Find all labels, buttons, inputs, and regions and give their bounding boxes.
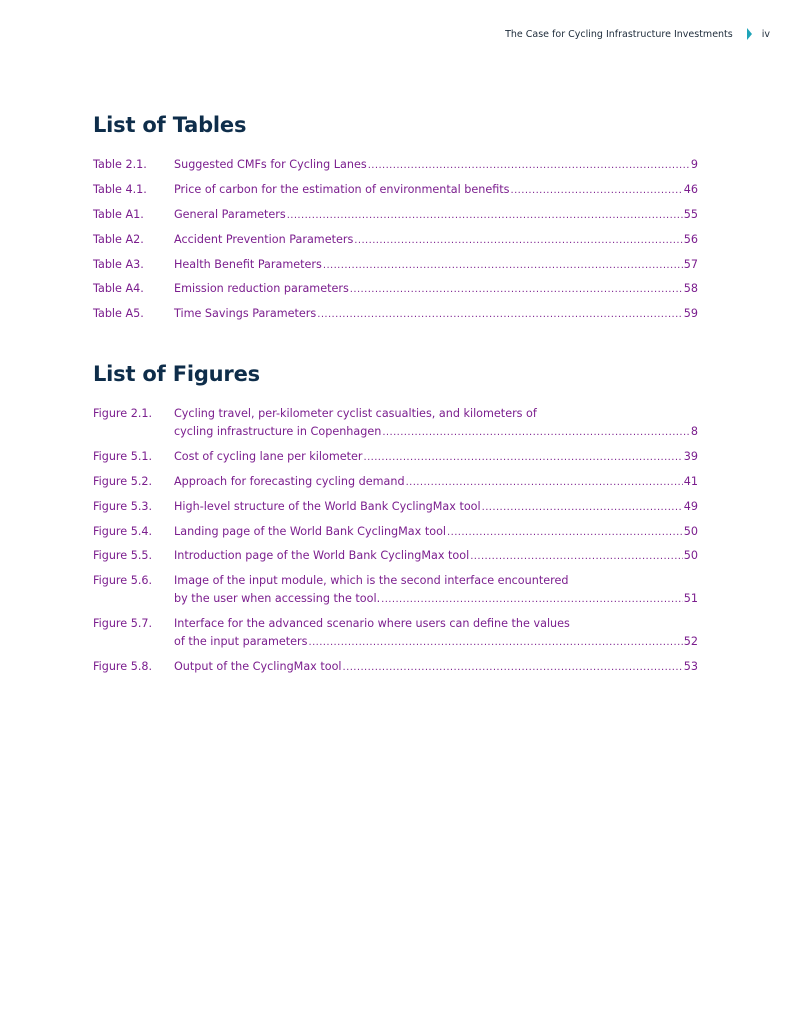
- toc-entry[interactable]: [93, 547, 698, 566]
- entry-number: Figure 5.6.: [93, 574, 153, 588]
- entry-page-number: 55: [683, 207, 698, 221]
- dot-leader: [350, 280, 683, 299]
- toc-entry[interactable]: [93, 473, 698, 492]
- entry-number: Figure 5.5.: [93, 549, 153, 563]
- entry-title-row: [174, 156, 698, 175]
- entry-title-line: Emission reduction parameters: [174, 282, 349, 296]
- entry-number: Table A5.: [93, 307, 144, 321]
- entry-title-line: Time Savings Parameters: [174, 307, 317, 321]
- toc-entry[interactable]: [93, 658, 698, 677]
- entry-page-number: 49: [683, 499, 698, 513]
- entry-number: Table 2.1.: [93, 158, 147, 171]
- entry-title-row: [174, 423, 698, 442]
- toc-entry[interactable]: [93, 256, 698, 275]
- entry-number: Table 4.1.: [93, 182, 147, 196]
- entry-title-row: [174, 547, 698, 566]
- entry-body: [174, 572, 698, 609]
- entry-number: Figure 5.4.: [93, 524, 153, 538]
- toc-entry[interactable]: [93, 181, 698, 200]
- entry-body: [174, 615, 698, 652]
- toc-entry[interactable]: [93, 615, 698, 652]
- entry-title-line: of the input parameters: [174, 635, 308, 649]
- entry-page-number: 51: [683, 592, 698, 606]
- entry-page-number: 58: [683, 282, 698, 296]
- list-of-tables: [93, 156, 698, 330]
- dot-leader: [363, 448, 682, 467]
- running-header: [505, 27, 770, 41]
- entry-page-number: 57: [683, 257, 698, 271]
- toc-entry[interactable]: [93, 498, 698, 517]
- entry-page-number: 50: [683, 524, 698, 538]
- entry-page-number: 59: [683, 307, 698, 321]
- toc-entry[interactable]: [93, 305, 698, 324]
- dot-leader: [323, 256, 683, 275]
- dot-leader: [343, 658, 683, 677]
- entry-title-row: [174, 633, 698, 652]
- entry-title-row: [174, 498, 698, 517]
- entry-page-number: 46: [683, 182, 698, 196]
- dot-leader: [308, 633, 682, 652]
- entry-title-row: [174, 590, 698, 609]
- entry-number: Table A3.: [93, 257, 144, 271]
- entry-title-line: General Parameters: [174, 207, 286, 221]
- dot-leader: [382, 423, 690, 442]
- entry-title-row: [174, 181, 698, 200]
- toc-entry[interactable]: [93, 448, 698, 467]
- entry-title-row: [174, 473, 698, 492]
- entry-number: Figure 2.1.: [93, 407, 153, 420]
- entry-body: [174, 280, 698, 299]
- entry-title-line: Price of carbon for the estimation of environmental benefits: [174, 182, 510, 196]
- entry-number: Figure 5.8.: [93, 660, 153, 674]
- entry-title-line: Cycling travel, per-kilometer cyclist casualties, and kilometers of: [174, 407, 537, 420]
- entry-title-line: Interface for the advanced scenario where users can define the values: [174, 617, 570, 631]
- entry-title-line: Output of the CyclingMax tool: [174, 660, 342, 674]
- entry-page-number: 52: [683, 635, 698, 649]
- entry-page-number: 9: [690, 158, 698, 171]
- dot-leader: [406, 473, 683, 492]
- entry-page-number: 39: [683, 449, 698, 463]
- entry-title-row: [174, 523, 698, 542]
- entry-title-line: Cost of cycling lane per kilometer: [174, 449, 363, 463]
- entry-title-line: Landing page of the World Bank CyclingMax tool: [174, 524, 447, 538]
- entry-body: [174, 181, 698, 200]
- entry-page-number: 8: [690, 425, 698, 438]
- entry-body: [174, 156, 698, 175]
- toc-entry[interactable]: [93, 405, 698, 442]
- entry-title-line: Health Benefit Parameters: [174, 257, 322, 271]
- entry-title-row: [174, 305, 698, 324]
- entry-body: [174, 231, 698, 250]
- entry-page-number: 50: [683, 549, 698, 563]
- toc-entry[interactable]: [93, 231, 698, 250]
- list-of-figures-heading: List of Figures: [93, 362, 260, 386]
- entry-title-row: [174, 280, 698, 299]
- entry-body: [174, 473, 698, 492]
- entry-title-line: Introduction page of the World Bank CyclingMax tool: [174, 549, 470, 563]
- entry-number: Figure 5.7.: [93, 617, 153, 631]
- entry-title-line: Image of the input module, which is the second interface encountered: [174, 574, 569, 588]
- entry-number: Figure 5.3.: [93, 499, 153, 513]
- entry-number: Table A2.: [93, 232, 144, 246]
- dot-leader: [447, 523, 683, 542]
- entry-body: [174, 498, 698, 517]
- entry-title-line: by the user when accessing the tool.: [174, 592, 381, 606]
- entry-title-row: [174, 256, 698, 275]
- dot-leader: [381, 590, 683, 609]
- toc-entry[interactable]: [93, 523, 698, 542]
- entry-title-row: [174, 658, 698, 677]
- page-number: iv: [761, 28, 770, 40]
- dot-leader: [511, 181, 683, 200]
- entry-number: Figure 5.2.: [93, 474, 153, 488]
- dot-leader: [482, 498, 683, 517]
- entry-title-line: Suggested CMFs for Cycling Lanes: [174, 158, 367, 171]
- entry-body: [174, 547, 698, 566]
- entry-body: [174, 305, 698, 324]
- entry-body: [174, 448, 698, 467]
- dot-leader: [317, 305, 683, 324]
- entry-body: [174, 256, 698, 275]
- entry-number: Table A4.: [93, 282, 144, 296]
- dot-leader: [368, 156, 690, 175]
- dot-leader: [470, 547, 683, 566]
- list-of-tables-heading: List of Tables: [93, 113, 247, 137]
- entry-number: Figure 5.1.: [93, 449, 153, 463]
- entry-page-number: 41: [683, 474, 698, 488]
- entry-title-line: cycling infrastructure in Copenhagen: [174, 425, 382, 438]
- entry-body: [174, 206, 698, 225]
- entry-body: [174, 658, 698, 677]
- entry-title-line: High-level structure of the World Bank CyclingMax tool: [174, 499, 481, 513]
- entry-title-row: [174, 448, 698, 467]
- entry-number: Table A1.: [93, 207, 144, 221]
- entry-page-number: 56: [683, 232, 698, 246]
- entry-body: [174, 405, 698, 442]
- entry-title-line: Approach for forecasting cycling demand: [174, 474, 405, 488]
- toc-entry[interactable]: [93, 206, 698, 225]
- toc-entry[interactable]: [93, 280, 698, 299]
- list-of-figures: [93, 405, 698, 683]
- entry-page-number: 53: [683, 660, 698, 674]
- dot-leader: [287, 206, 683, 225]
- toc-entry[interactable]: [93, 572, 698, 609]
- entry-title-line: Accident Prevention Parameters: [174, 232, 354, 246]
- document-title: The Case for Cycling Infrastructure Investments: [505, 28, 733, 40]
- toc-entry[interactable]: [93, 156, 698, 175]
- entry-body: [174, 523, 698, 542]
- chevron-right-icon: [747, 28, 752, 40]
- dot-leader: [354, 231, 682, 250]
- entry-title-row: [174, 231, 698, 250]
- entry-title-row: [174, 206, 698, 225]
